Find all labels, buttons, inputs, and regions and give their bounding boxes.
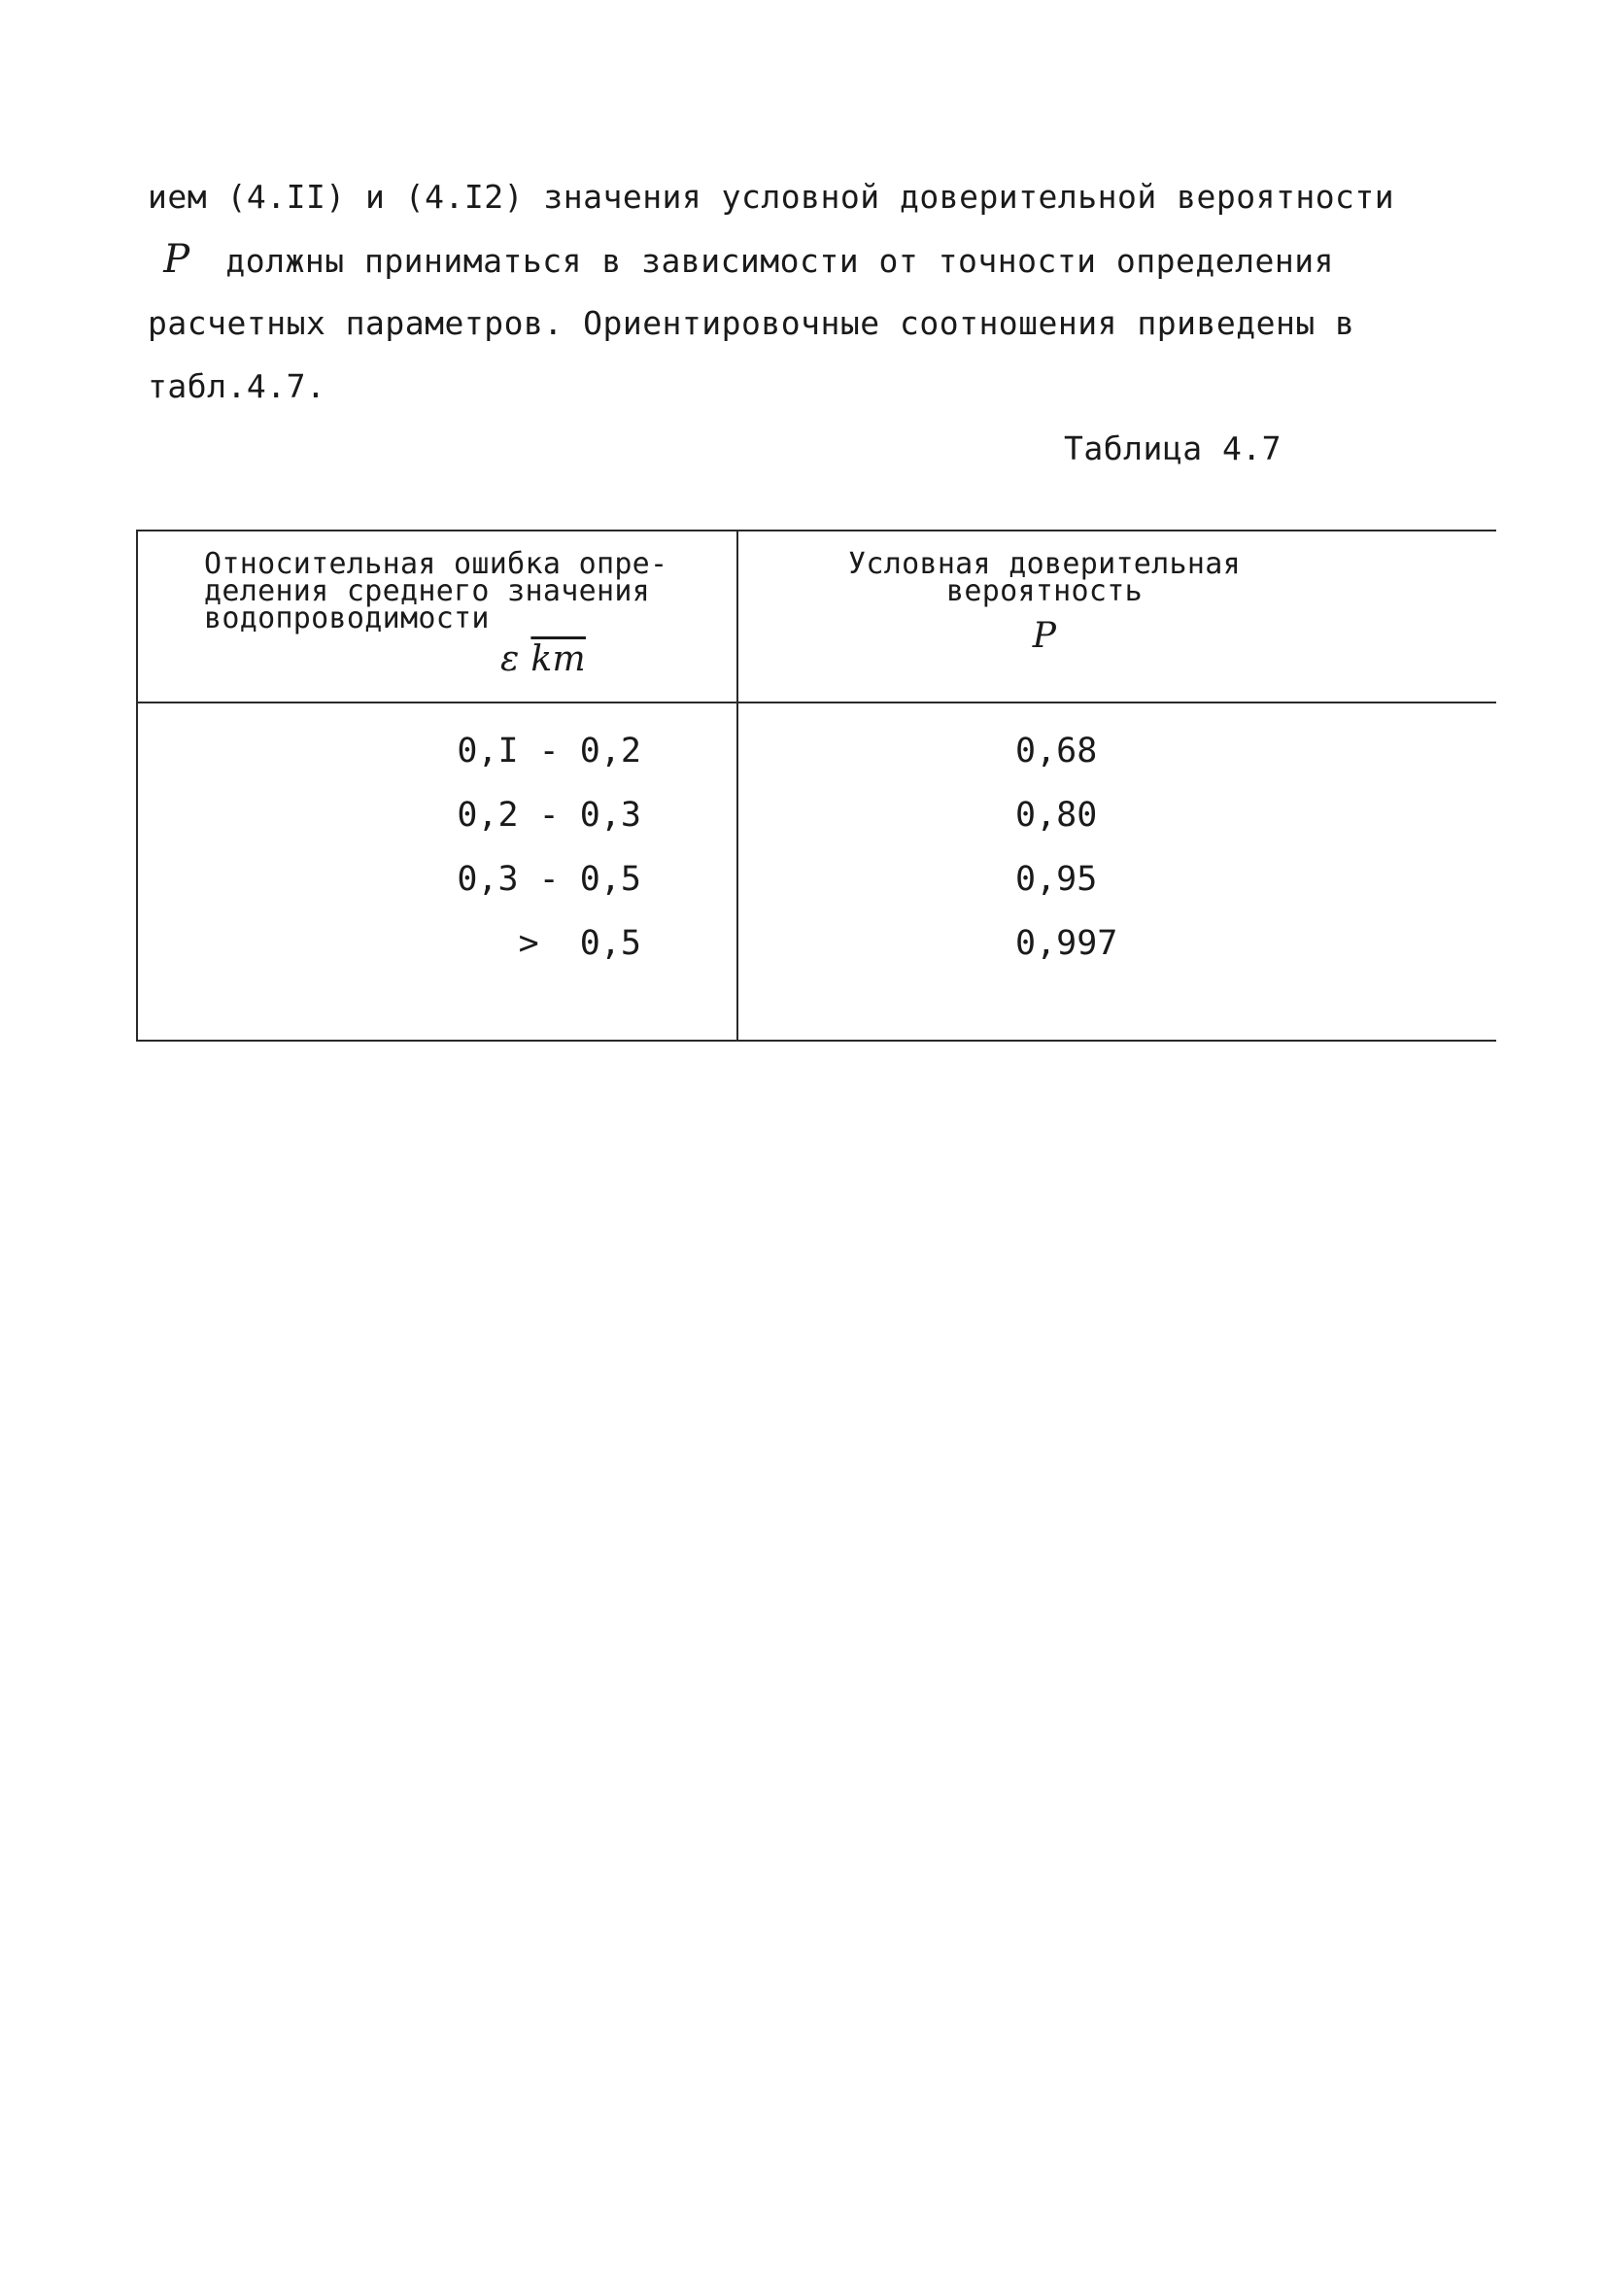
table-cell-error: 0,2 - 0,3 <box>457 796 641 835</box>
table-cell-probability: 0,68 <box>1015 732 1098 771</box>
table-cell-probability: 0,997 <box>1015 924 1118 963</box>
paragraph-line-2 <box>148 228 1411 291</box>
table-header-rule <box>136 702 1496 703</box>
header-left-line-3: водопроводимости <box>204 601 490 635</box>
header-left-line-2: деления среднего значения <box>204 574 651 608</box>
epsilon-symbol: ε <box>500 639 520 679</box>
p-symbol: P <box>1032 616 1057 656</box>
header-confidence-probability <box>743 547 1346 656</box>
epsilon-km-symbol <box>204 639 748 679</box>
table-cell-error: > 0,5 <box>518 924 641 963</box>
paragraph-line-3: расчетных параметров. Ориентировочные соотношения приведены в <box>148 304 1355 342</box>
variable-p: P <box>163 237 190 282</box>
paragraph-line-1: ием (4.II) и (4.I2) значения условной доверительной вероятности <box>148 178 1395 216</box>
data-table <box>136 530 1496 1045</box>
header-relative-error <box>204 547 748 679</box>
table-cell-probability: 0,95 <box>1015 860 1098 899</box>
table-top-rule <box>136 530 1496 531</box>
paragraph-line-2-text: должны приниматься в зависимости от точности определения <box>225 242 1334 280</box>
table-cell-probability: 0,80 <box>1015 796 1098 835</box>
table-caption: Таблица 4.7 <box>1064 429 1282 467</box>
table-cell-error: 0,3 - 0,5 <box>457 860 641 899</box>
header-right-line-1: Условная доверительная <box>848 547 1241 581</box>
table-bottom-rule <box>136 1040 1496 1042</box>
header-right-line-2: вероятность <box>946 574 1143 608</box>
table-cell-error: 0,I - 0,2 <box>457 732 641 771</box>
paragraph-line-4: табл.4.7. <box>148 367 326 405</box>
header-left-line-1: Относительная ошибка опре- <box>204 547 668 581</box>
body-paragraph <box>148 165 1411 418</box>
km-subscript: $\overline{km}$ <box>530 639 586 679</box>
